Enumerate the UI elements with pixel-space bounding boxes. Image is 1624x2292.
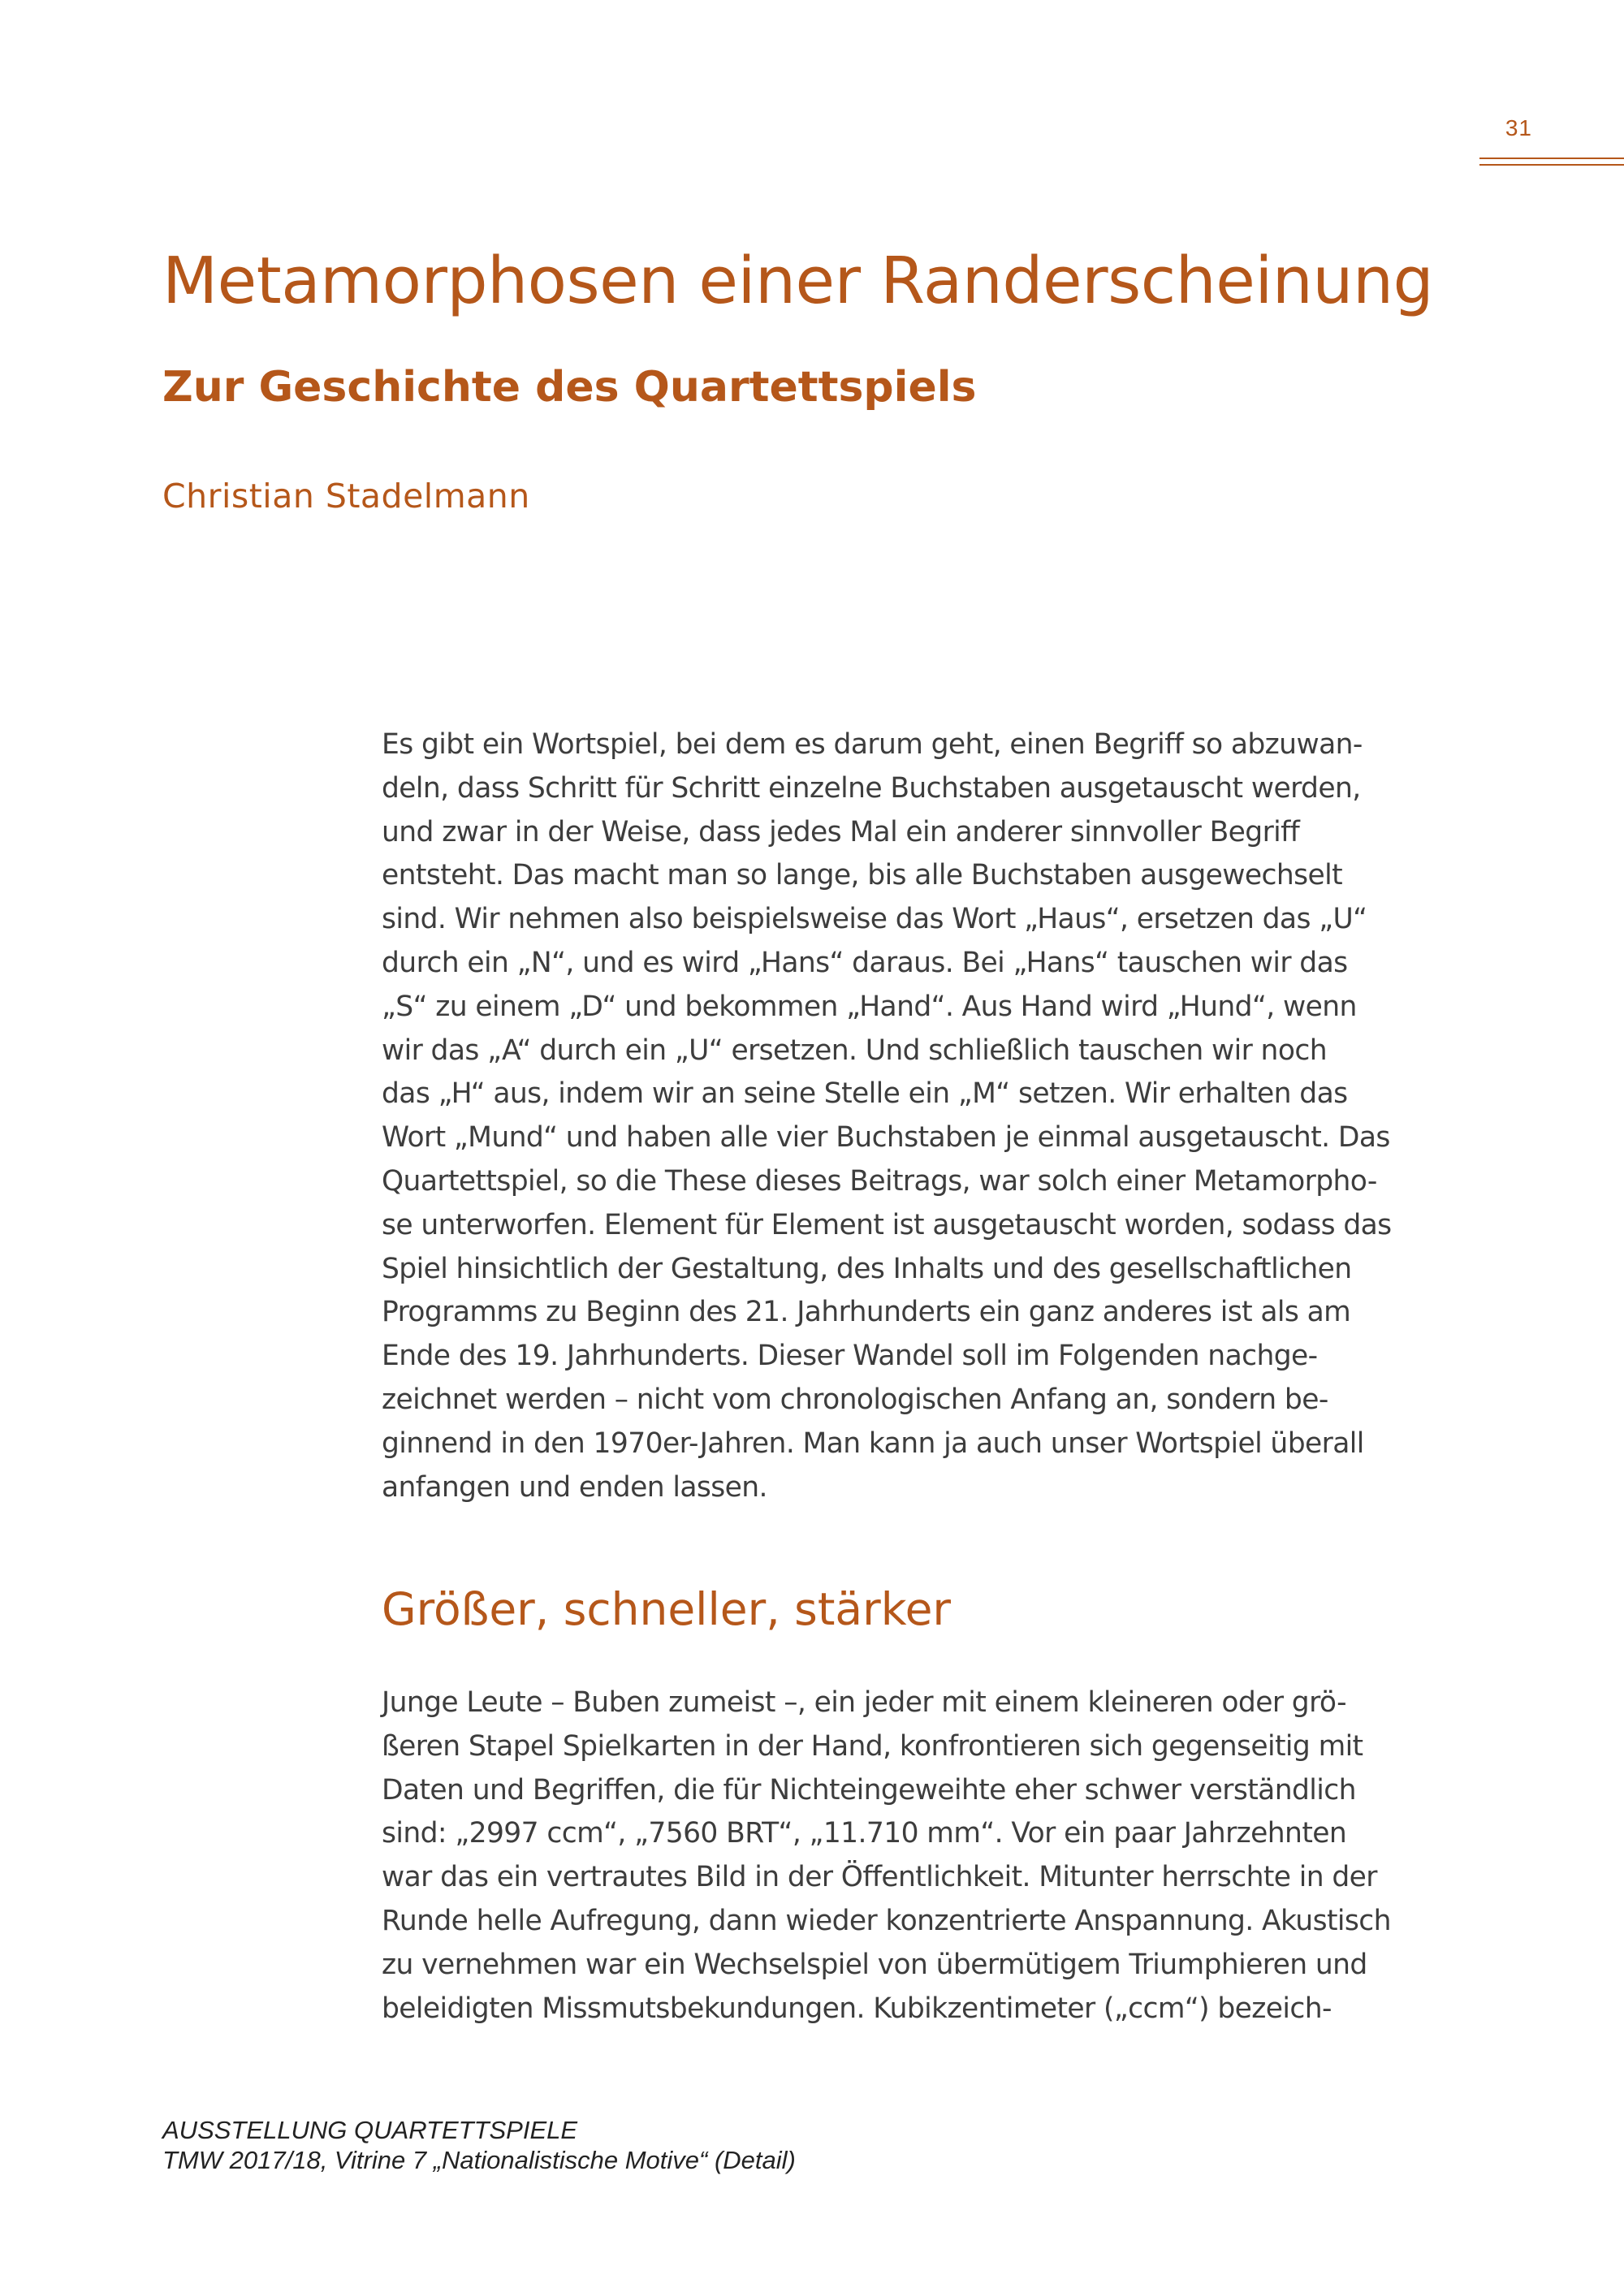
intro-line: Wort „Mund“ und haben alle vier Buchstaben je einmal ausgetauscht. Das [382, 1121, 1390, 1155]
section-line: zu vernehmen war ein Wechselspiel von übermütigem Triumphieren und [382, 1948, 1367, 1981]
intro-line: Quartettspiel, so die These dieses Beitrags, war solch einer Metamorpho- [382, 1164, 1377, 1198]
section-line: Daten und Begriffen, die für Nichteingeweihte eher schwer verständlich [382, 1773, 1356, 1806]
intro-line: das „H“ aus, indem wir an seine Stelle ein „M“ setzen. Wir erhalten das [382, 1077, 1348, 1111]
intro-line: Ende des 19. Jahrhunderts. Dieser Wandel soll im Folgenden nachge- [382, 1340, 1318, 1373]
intro-line: zeichnet werden – nicht vom chronologischen Anfang an, sondern be- [382, 1383, 1328, 1416]
section-line: Junge Leute – Buben zumeist –, ein jeder mit einem kleineren oder grö- [382, 1686, 1346, 1719]
section-line: Runde helle Aufregung, dann wieder konzentrierte Anspannung. Akustisch [382, 1904, 1391, 1937]
intro-line: durch ein „N“, und es wird „Hans“ daraus. Bei „Hans“ tauschen wir das [382, 946, 1348, 979]
intro-line: entsteht. Das macht man so lange, bis alle Buchstaben ausgewechselt [382, 859, 1343, 892]
intro-line: „S“ zu einem „D“ und bekommen „Hand“. Aus Hand wird „Hund“, wenn [382, 990, 1357, 1023]
intro-line: sind. Wir nehmen also beispielsweise das Wort „Haus“, ersetzen das „U“ [382, 903, 1367, 936]
article-title: Metamorphosen einer Randerscheinung [162, 244, 1434, 318]
caption-detail: TMW 2017/18, Vitrine 7 „Nationalistische Motive“ (Detail) [162, 2146, 796, 2174]
intro-paragraph [382, 723, 1470, 1509]
intro-line: deln, dass Schritt für Schritt einzelne Buchstaben ausgetauscht werden, [382, 771, 1361, 805]
intro-line: ginnend in den 1970er-Jahren. Man kann ja auch unser Wortspiel überall [382, 1427, 1364, 1460]
section-line: sind: „2997 ccm“, „7560 BRT“, „11.710 mm“. Vor ein paar Jahrzehnten [382, 1817, 1347, 1850]
intro-line: Es gibt ein Wortspiel, bei dem es darum geht, einen Begriff so abzuwan- [382, 728, 1363, 761]
figure-caption [162, 2115, 796, 2175]
intro-line: se unterworfen. Element für Element ist ausgetauscht worden, sodass das [382, 1208, 1392, 1241]
section-line: ßeren Stapel Spielkarten in der Hand, konfrontieren sich gegenseitig mit [382, 1729, 1363, 1763]
section-line: war das ein vertrautes Bild in der Öffentlichkeit. Mitunter herrschte in der [382, 1861, 1377, 1894]
caption-title: AUSSTELLUNG QUARTETTSPIELE [162, 2116, 578, 2144]
section-heading: Größer, schneller, stärker [382, 1583, 952, 1635]
author-name: Christian Stadelmann [162, 477, 530, 516]
intro-line: Spiel hinsichtlich der Gestaltung, des Inhalts und des gesellschaftlichen [382, 1252, 1352, 1285]
page-number-rule-top [1479, 158, 1624, 159]
intro-line: anfangen und enden lassen. [382, 1470, 767, 1504]
section-paragraph [382, 1681, 1470, 2031]
page-number-rule-bottom [1479, 164, 1624, 166]
intro-line: Programms zu Beginn des 21. Jahrhunderts ein ganz anderes ist als am [382, 1296, 1351, 1329]
section-line: beleidigten Missmutsbekundungen. Kubikzentimeter („ccm“) bezeich- [382, 1992, 1332, 2025]
intro-line: wir das „A“ durch ein „U“ ersetzen. Und schließlich tauschen wir noch [382, 1034, 1327, 1067]
page-number: 31 [1505, 115, 1532, 140]
article-subtitle: Zur Geschichte des Quartettspiels [162, 363, 977, 412]
intro-line: und zwar in der Weise, dass jedes Mal ein anderer sinnvoller Begriff [382, 815, 1300, 848]
